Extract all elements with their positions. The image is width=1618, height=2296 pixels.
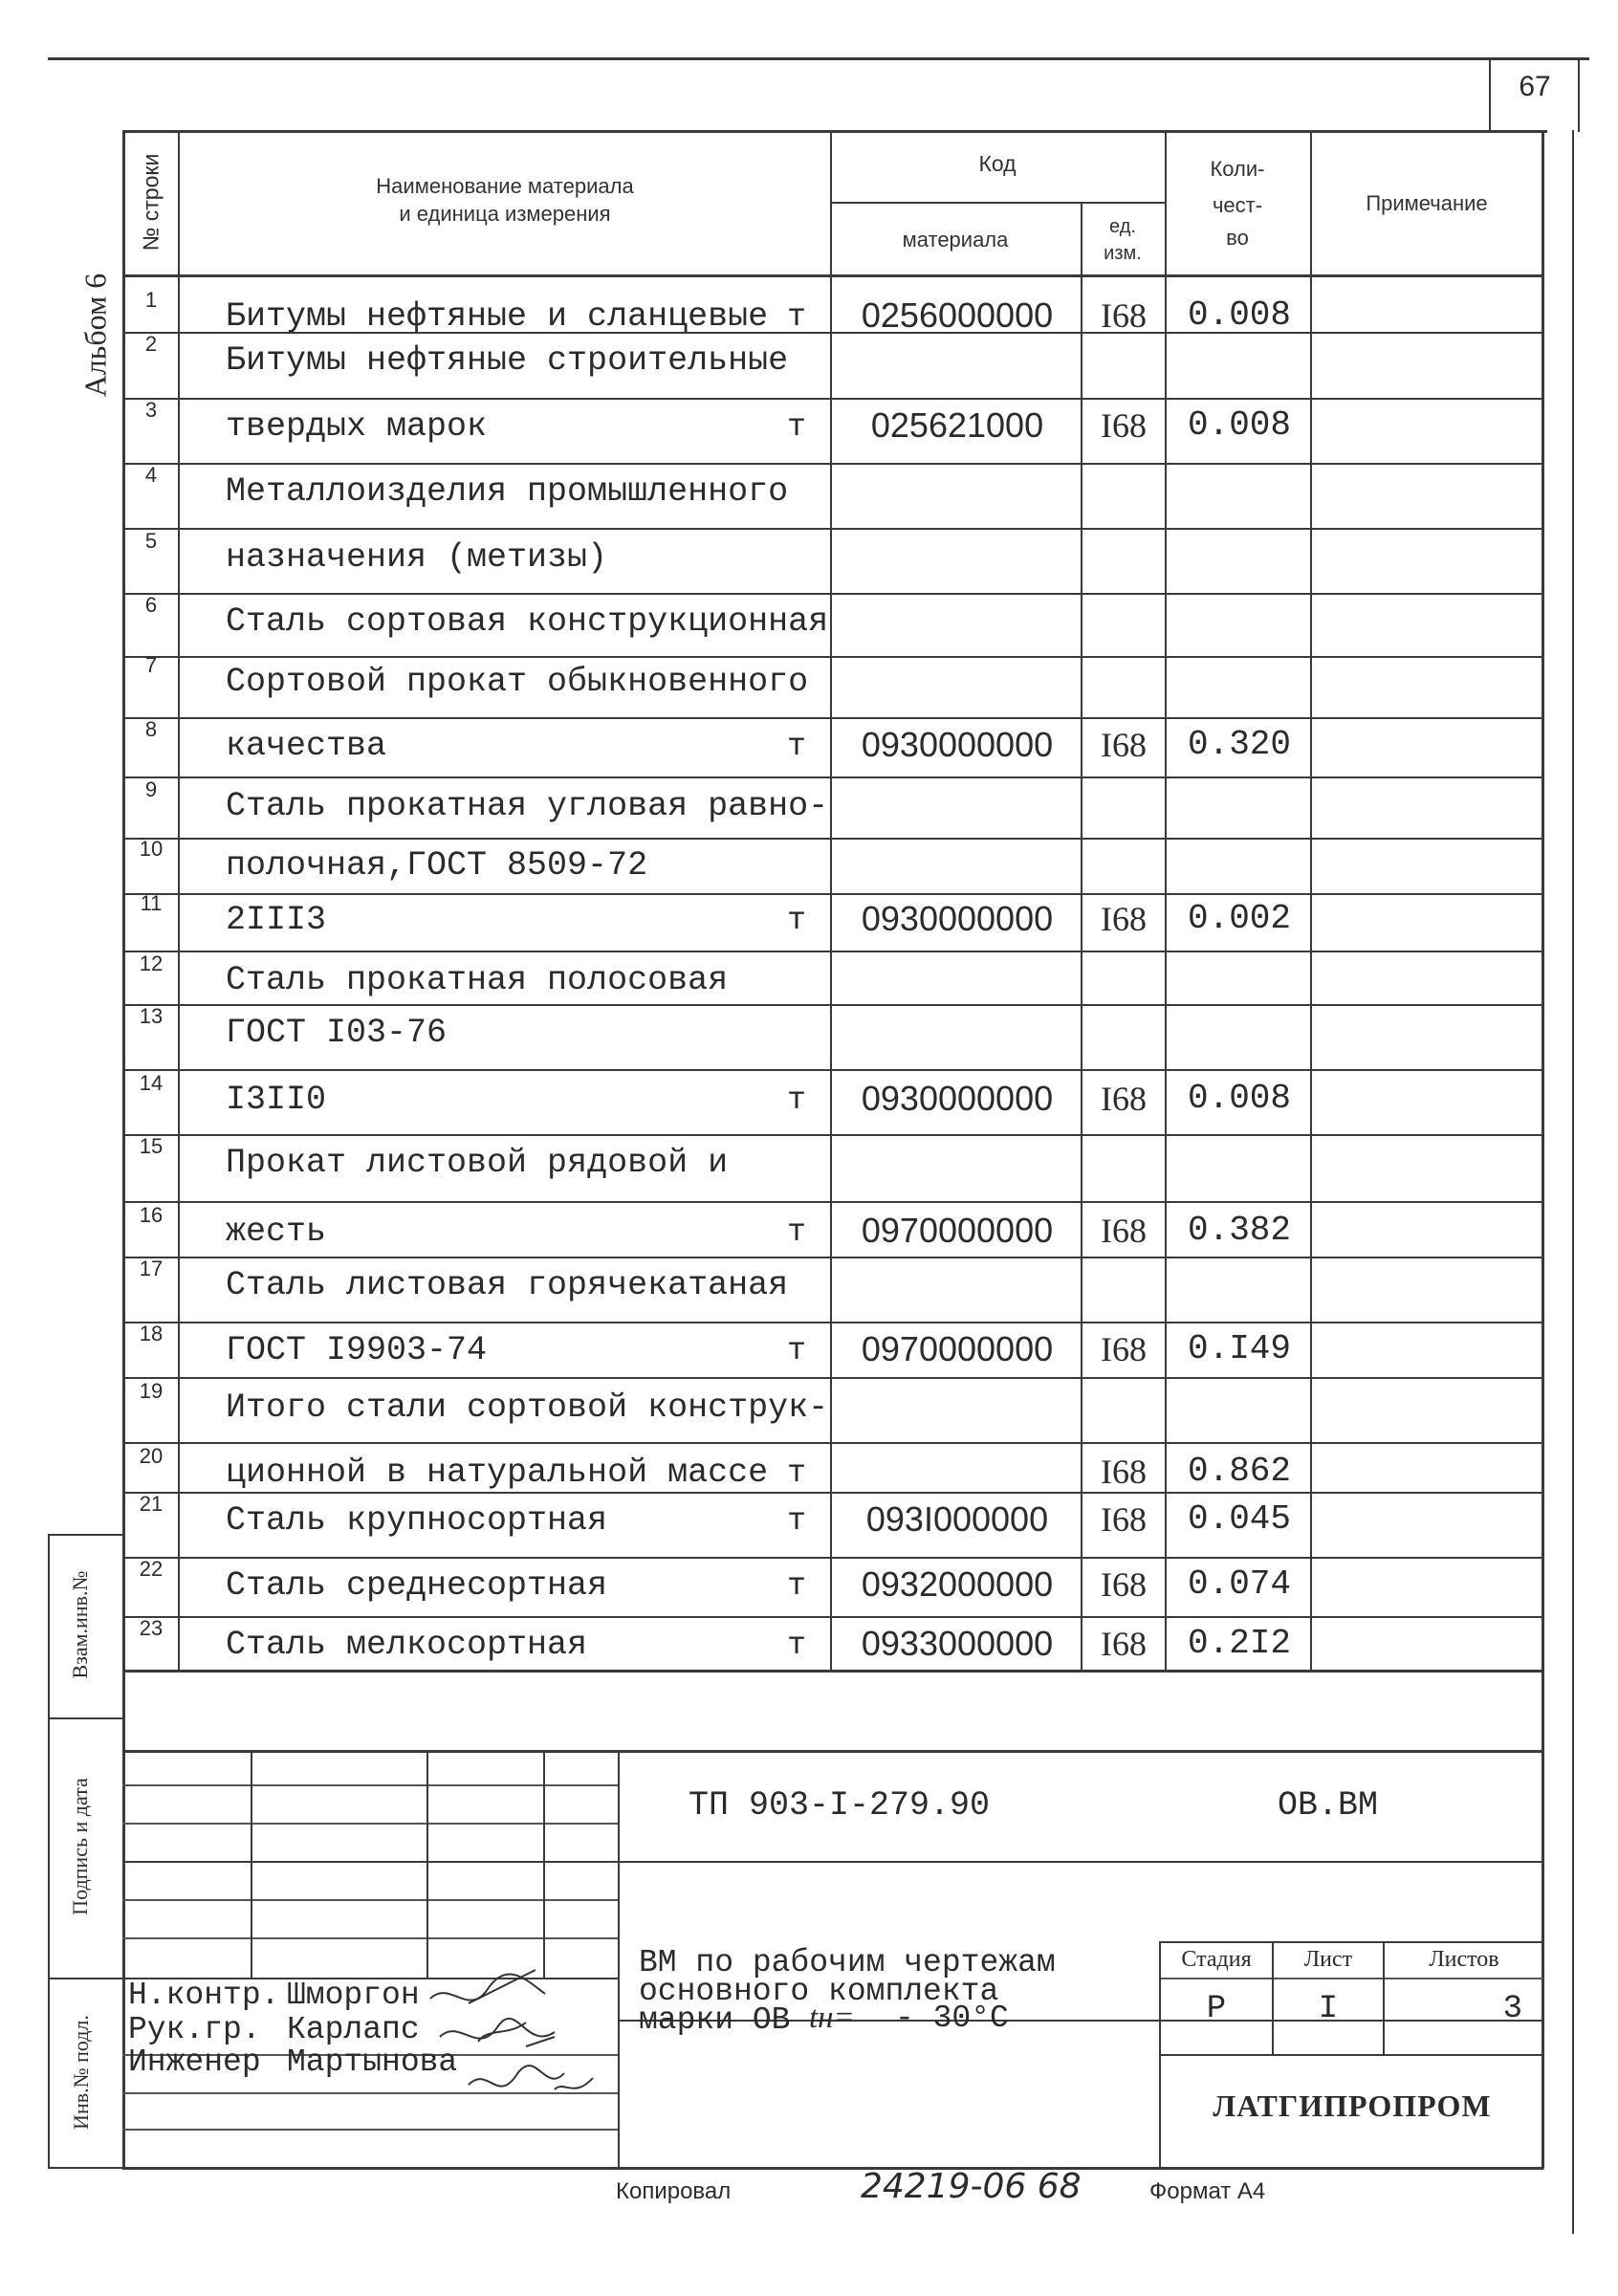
row-quantity: 0.074 xyxy=(1187,1564,1292,1604)
row-material-name: ГОСТ I9903-74 xyxy=(226,1331,488,1369)
row-unit-code: I68 xyxy=(1101,296,1147,335)
stage-value: Р xyxy=(1206,1991,1227,2027)
row-material-name: полочная,ГОСТ 8509-72 xyxy=(226,846,648,885)
row-divider xyxy=(122,1201,1543,1203)
header-row-no: № строки xyxy=(138,153,164,251)
row-unit: т xyxy=(787,1455,806,1491)
row-quantity: 0.008 xyxy=(1187,405,1292,445)
row-material-name: Сталь мелкосортная xyxy=(226,1626,588,1664)
stage-header-line xyxy=(1159,1978,1543,1979)
row-material-name: Сталь сортовая конструкционная xyxy=(226,602,829,641)
temp-value: - 30°С xyxy=(895,2001,1009,2036)
side-div-1 xyxy=(48,1534,124,1536)
row-number: 13 xyxy=(139,1004,164,1028)
row-number: 5 xyxy=(144,529,158,553)
footer-format: Формат А4 xyxy=(1149,2178,1266,2204)
row-unit: т xyxy=(787,409,806,445)
row-unit: т xyxy=(787,1568,806,1604)
row-quantity: 0.045 xyxy=(1187,1499,1292,1539)
row-unit: т xyxy=(787,1503,806,1539)
temp-label: tн= xyxy=(809,2001,855,2035)
row-divider xyxy=(122,1557,1543,1559)
row-unit: т xyxy=(787,1214,806,1250)
row-material-code: 025621000 xyxy=(870,405,1044,445)
row-number: 17 xyxy=(139,1257,164,1280)
row-number: 6 xyxy=(144,593,158,617)
row-number: 14 xyxy=(139,1071,164,1095)
tb-col-2 xyxy=(426,1750,428,1978)
row-material-name: ГОСТ I03-76 xyxy=(226,1014,448,1052)
tb-col-3 xyxy=(543,1750,545,1978)
row-divider xyxy=(122,1257,1543,1258)
row-material-code: 093I000000 xyxy=(865,1499,1049,1539)
side-div-2 xyxy=(48,1717,124,1719)
page-number-box-right xyxy=(1578,57,1580,132)
header-qty-3: во xyxy=(1226,226,1249,250)
tb-row-3 xyxy=(122,1861,1543,1863)
header-code: Код xyxy=(978,151,1017,176)
row-material-name: 2III3 xyxy=(226,901,327,939)
row-material-name: Прокат листовой рядовой и xyxy=(226,1144,729,1182)
row-divider xyxy=(122,776,1543,778)
tb-row-10 xyxy=(122,2129,620,2131)
header-note: Примечание xyxy=(1366,191,1488,215)
row-material-name: Металлоизделия промышленного xyxy=(226,472,789,511)
row-number: 9 xyxy=(144,777,158,801)
footer-copied: Копировал xyxy=(616,2178,732,2204)
row-quantity: 0.008 xyxy=(1187,295,1292,335)
row-quantity: 0.382 xyxy=(1187,1211,1292,1250)
row-material-name: Сталь среднесортная xyxy=(226,1566,608,1605)
desc-line1: ВМ по рабочим чертежам xyxy=(639,1945,1056,1980)
row-unit: т xyxy=(787,1628,806,1663)
row-material-name: I3II0 xyxy=(226,1081,327,1119)
row-number: 19 xyxy=(139,1379,164,1403)
frame-top xyxy=(122,130,1547,133)
album-label: Альбом 6 xyxy=(77,273,113,398)
frame-bottom xyxy=(122,2167,1543,2170)
staff-role: Рук.гр. xyxy=(128,2012,261,2047)
row-number: 1 xyxy=(144,288,158,312)
row-unit: т xyxy=(787,1082,806,1118)
row-number: 12 xyxy=(139,951,164,975)
row-material-name: Сталь прокатная полосовая xyxy=(226,961,729,999)
row-number: 15 xyxy=(139,1134,164,1158)
row-unit-code: I68 xyxy=(1101,406,1147,445)
row-material-name: Сталь листовая горячекатаная xyxy=(226,1266,789,1304)
row-material-name: Итого стали сортовой конструк- xyxy=(226,1389,829,1427)
row-unit-code: I68 xyxy=(1101,1500,1147,1539)
staff-role: Инженер xyxy=(128,2045,261,2080)
sheet-header: Лист xyxy=(1303,1947,1353,1972)
row-unit-code: I68 xyxy=(1101,1080,1147,1118)
tb-top xyxy=(122,1750,1543,1753)
row-unit-code: I68 xyxy=(1101,1212,1147,1250)
table-bottom xyxy=(122,1670,1543,1673)
row-unit-code: I68 xyxy=(1101,1330,1147,1368)
row-material-name: жесть xyxy=(226,1213,327,1251)
row-divider xyxy=(122,463,1543,465)
side-label-vzam: Взам.инв.№ xyxy=(68,1570,92,1679)
row-unit: т xyxy=(787,903,806,938)
header-code-unit-1: ед. xyxy=(1109,216,1136,237)
row-quantity: 0.008 xyxy=(1187,1079,1292,1118)
side-label-podpis: Подпись и дата xyxy=(68,1778,92,1915)
row-divider xyxy=(122,951,1543,952)
row-number: 3 xyxy=(144,398,158,422)
header-qty-2: чест- xyxy=(1212,193,1263,217)
row-material-code: 0933000000 xyxy=(861,1624,1054,1663)
desc-line2: основного комплекта xyxy=(639,1974,999,2009)
row-material-name: Сортовой прокат обыкновенного xyxy=(226,663,809,701)
row-number: 7 xyxy=(144,653,158,677)
row-material-code: 0256000000 xyxy=(861,295,1054,335)
row-material-name: назначения (метизы) xyxy=(226,538,608,577)
row-unit: т xyxy=(787,1333,806,1368)
stage-col-left xyxy=(1159,1941,1161,2169)
organization: ЛАТГИПРОПРОМ xyxy=(1213,2088,1492,2123)
tb-row-5 xyxy=(122,1937,620,1939)
header-code-material: материала xyxy=(902,228,1009,251)
frame-right-outer xyxy=(1572,130,1574,2234)
header-name-line2: и единица измерения xyxy=(399,202,611,226)
row-divider xyxy=(122,593,1543,595)
frame-right xyxy=(1541,130,1544,2169)
staff-name: Карлапс xyxy=(287,2012,420,2047)
sheet-value: I xyxy=(1318,1991,1339,2027)
row-divider xyxy=(122,717,1543,719)
row-material-code: 0970000000 xyxy=(861,1211,1054,1250)
row-material-code: 0932000000 xyxy=(861,1564,1054,1604)
row-divider xyxy=(122,1492,1543,1494)
doc-code: ТП 903-I-279.90 xyxy=(689,1786,991,1825)
col-sep-num xyxy=(178,130,180,1672)
sheets-value: 3 xyxy=(1502,1991,1522,2027)
row-number: 21 xyxy=(139,1492,164,1516)
footer-handwritten: 24219-06 68 xyxy=(861,2167,1082,2206)
row-unit: т xyxy=(787,729,806,764)
side-left xyxy=(48,1534,50,2169)
row-quantity: 0.2I2 xyxy=(1187,1624,1292,1663)
row-divider xyxy=(122,838,1543,840)
stage-header: Стадия xyxy=(1181,1947,1252,1972)
tb-stage-bottom xyxy=(1159,2054,1543,2056)
row-divider xyxy=(122,1322,1543,1323)
row-material-name: Сталь прокатная угловая равно- xyxy=(226,787,829,825)
row-material-code: 0930000000 xyxy=(861,899,1054,938)
row-divider xyxy=(122,1069,1543,1071)
sheets-header: Листов xyxy=(1429,1947,1499,1972)
row-number: 23 xyxy=(139,1616,164,1640)
row-unit-code: I68 xyxy=(1101,1565,1147,1604)
header-bottom xyxy=(122,274,1543,277)
row-number: 8 xyxy=(144,717,158,741)
tb-row-2 xyxy=(122,1823,620,1825)
tb-col-1 xyxy=(251,1750,252,1978)
row-quantity: 0.002 xyxy=(1187,899,1292,938)
row-material-name: качества xyxy=(226,727,387,765)
row-number: 4 xyxy=(144,463,158,487)
stage-col-b xyxy=(1383,1941,1385,2054)
header-qty-1: Коли- xyxy=(1210,157,1265,181)
header-name-line1: Наименование материала xyxy=(376,174,634,198)
row-material-name: ционной в натуральной массе xyxy=(226,1454,769,1492)
row-quantity: 0.I49 xyxy=(1187,1329,1292,1368)
tb-row-1 xyxy=(122,1784,620,1786)
row-divider xyxy=(122,528,1543,530)
tb-row-4 xyxy=(122,1899,620,1901)
row-divider xyxy=(122,1134,1543,1136)
staff-role: Н.контр. xyxy=(128,1978,280,2013)
header-code-divider xyxy=(830,202,1165,204)
row-number: 10 xyxy=(139,837,164,861)
stage-top-line xyxy=(1159,1941,1543,1943)
staff-name: Мартынова xyxy=(287,2045,458,2080)
row-quantity: 0.320 xyxy=(1187,725,1292,764)
row-material-name: Сталь крупносортная xyxy=(226,1501,608,1540)
row-material-name: твердых марок xyxy=(226,407,488,446)
signatures xyxy=(411,1960,631,2123)
row-divider xyxy=(122,893,1543,895)
row-divider xyxy=(122,398,1543,400)
staff-name: Шморгон xyxy=(287,1978,420,2013)
page-number-box-left xyxy=(1489,57,1491,132)
row-material-name: Битумы нефтяные и сланцевые xyxy=(226,297,769,336)
row-divider xyxy=(122,1442,1543,1444)
row-number: 16 xyxy=(139,1203,164,1227)
top-border-line xyxy=(48,57,1589,60)
row-divider xyxy=(122,656,1543,658)
row-material-code: 0930000000 xyxy=(861,725,1054,764)
row-number: 2 xyxy=(144,332,158,356)
row-unit: т xyxy=(787,299,806,335)
row-material-code: 0930000000 xyxy=(861,1079,1054,1118)
row-number: 20 xyxy=(139,1444,164,1468)
row-unit-code: I68 xyxy=(1101,726,1147,764)
row-quantity: 0.862 xyxy=(1187,1452,1292,1491)
doc-mark: ОВ.ВМ xyxy=(1278,1786,1379,1825)
row-divider xyxy=(122,1616,1543,1618)
page-number: 67 xyxy=(1519,71,1551,102)
row-unit-code: I68 xyxy=(1101,1453,1147,1491)
row-divider xyxy=(122,1004,1543,1006)
row-number: 22 xyxy=(139,1557,164,1581)
desc-line3: марки ОВ xyxy=(639,2002,791,2038)
row-number: 11 xyxy=(140,891,163,915)
row-unit-code: I68 xyxy=(1101,900,1147,938)
row-divider xyxy=(122,1377,1543,1379)
row-unit-code: I68 xyxy=(1101,1625,1147,1663)
side-label-inv: Инв.№ подл. xyxy=(69,2015,93,2130)
row-number: 18 xyxy=(139,1322,164,1345)
row-material-name: Битумы нефтяные строительные xyxy=(226,341,789,380)
row-material-code: 0970000000 xyxy=(861,1329,1054,1368)
header-code-unit-2: изм. xyxy=(1104,243,1142,264)
